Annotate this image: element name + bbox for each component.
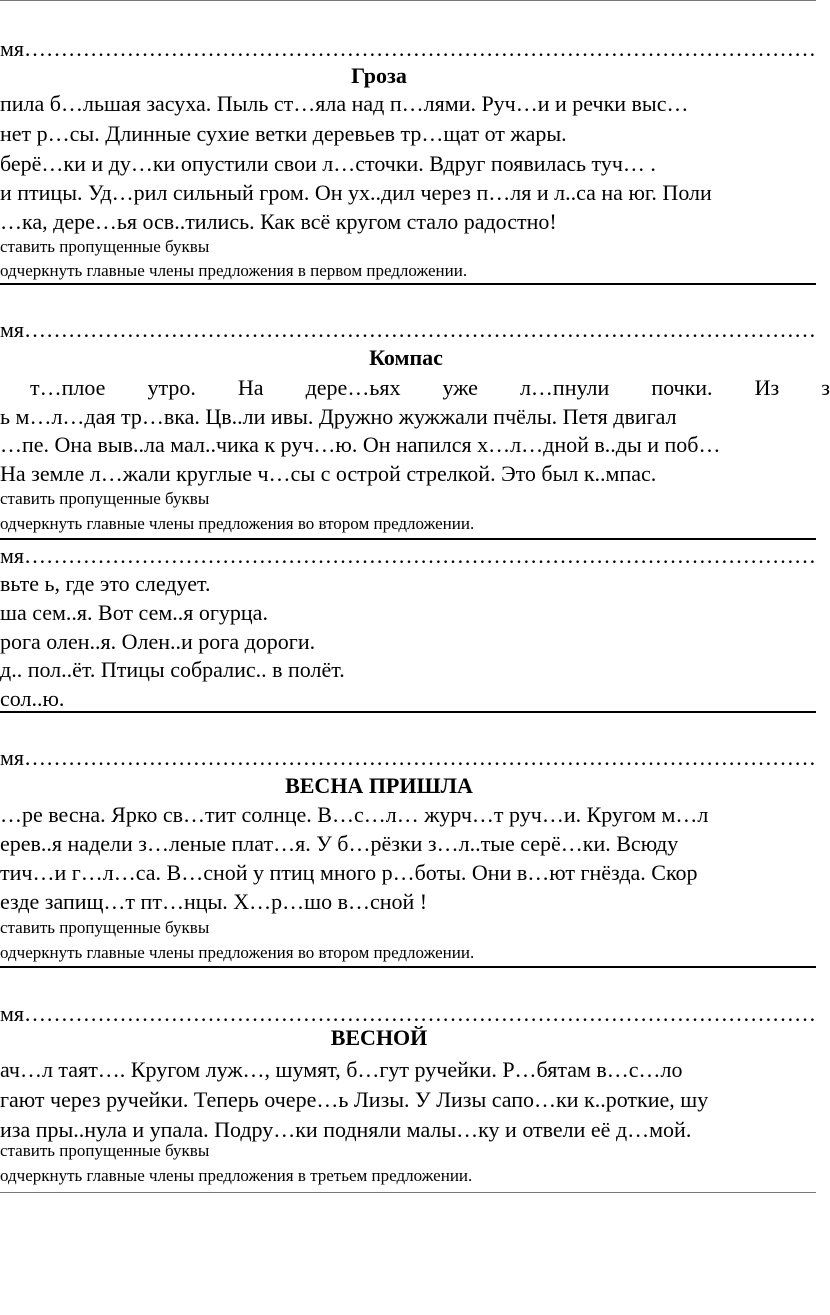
word: почки. (651, 375, 713, 400)
text-line: вьте ь, где это следует. (0, 571, 211, 596)
block-title: Гроза (351, 63, 407, 88)
text-line: ь м…л…дая тр…вка. Цв..ли ивы. Дружно жужжали пчёлы. Петя двигал (0, 404, 677, 429)
text-line: и птицы. Уд…рил сильный гром. Он ух..дил через п…ля и л..са на юг. Поли (0, 180, 712, 205)
block-title: ВЕСНОЙ (330, 1025, 428, 1050)
section-divider (0, 283, 816, 285)
name-line: мя……………………………………………………………………………………………… (0, 36, 817, 61)
section-divider (0, 1192, 816, 1193)
word: уже (442, 375, 478, 400)
text-line: рога олен..я. Олен..и рога дороги. (0, 629, 316, 654)
section-divider (0, 711, 816, 713)
text-line: д.. пол..ёт. Птицы собралис.. в полёт. (0, 657, 345, 682)
text-line: иза пры..нула и упала. Подру…ки подняли малы…ку и отвели её д…мой. (0, 1117, 692, 1142)
name-line: мя……………………………………………………………………………………………… (0, 745, 817, 770)
name-line: мя……………………………………………………………………………………………… (0, 1001, 817, 1026)
text-line: ач…л таят…. Кругом луж…, шумят, б…гут ручейки. Р…бятам в…с…ло (0, 1057, 683, 1082)
task-line: ставить пропущенные буквы (0, 1141, 210, 1160)
section-divider (0, 538, 816, 540)
top-border (0, 0, 816, 1)
text-line: нет р…сы. Длинные сухие ветки деревьев тр…щат от жары. (0, 121, 567, 146)
block-title: Компас (369, 345, 443, 370)
text-line: тич…и г…л…са. В…сной у птиц много р…боты. Они в…ют гнёзда. Скор (0, 860, 698, 885)
text-line: ерев..я надели з…леные плат…я. У б…рёзки з…л..тые серё…ки. Всюду (0, 831, 679, 856)
name-line: мя……………………………………………………………………………………………… (0, 317, 817, 342)
text-line: езде запищ…т пт…нцы. Х…р…шо в…сной ! (0, 889, 428, 914)
task-line: одчеркнуть главные члены предложения в первом предложении. (0, 261, 468, 280)
task-line: ставить пропущенные буквы (0, 489, 210, 508)
block-title: ВЕСНА ПРИШЛА (285, 773, 473, 798)
name-line: мя……………………………………………………………………………………………… (0, 543, 817, 568)
word: Из (754, 375, 780, 400)
text-line: пила б…льшая засуха. Пыль ст…яла над п…лями. Руч…и и речки выс… (0, 91, 689, 116)
task-line: одчеркнуть главные члены предложения во втором предложении. (0, 943, 475, 962)
task-line: ставить пропущенные буквы (0, 237, 210, 256)
word: т…плое (30, 375, 106, 400)
text-line: гают через ручейки. Теперь очере…ь Лизы. У Лизы сапо…ки к..роткие, шу (0, 1087, 709, 1112)
text-line: …пе. Она выв..ла мал..чика к руч…ю. Он напился х…л…дной в..ды и поб… (0, 432, 721, 457)
text-line: …ре весна. Ярко св…тит солнце. В…с…л… журч…т руч…и. Кругом м…л (0, 802, 709, 827)
text-line: сол..ю. (0, 686, 65, 711)
text-line: ша сем..я. Вот сем..я огурца. (0, 600, 268, 625)
word: утро. (147, 375, 196, 400)
text-line-justified (30, 375, 830, 401)
text-line: берё…ки и ду…ки опустили свои л…сточки. Вдруг появилась туч… . (0, 151, 656, 176)
text-line: На земле л…жали круглые ч…сы с острой стрелкой. Это был к..мпас. (0, 461, 657, 486)
text-line: …ка, дере…ья осв..тились. Как всё кругом стало радостно! (0, 209, 557, 234)
word: дере…ьях (305, 375, 401, 400)
section-divider (0, 966, 816, 968)
word: л…пнули (519, 375, 610, 400)
word: з (821, 375, 830, 400)
word: На (237, 375, 264, 400)
task-line: одчеркнуть главные члены предложения во втором предложении. (0, 514, 475, 533)
task-line: ставить пропущенные буквы (0, 918, 210, 937)
task-line: одчеркнуть главные члены предложения в третьем предложении. (0, 1166, 473, 1185)
